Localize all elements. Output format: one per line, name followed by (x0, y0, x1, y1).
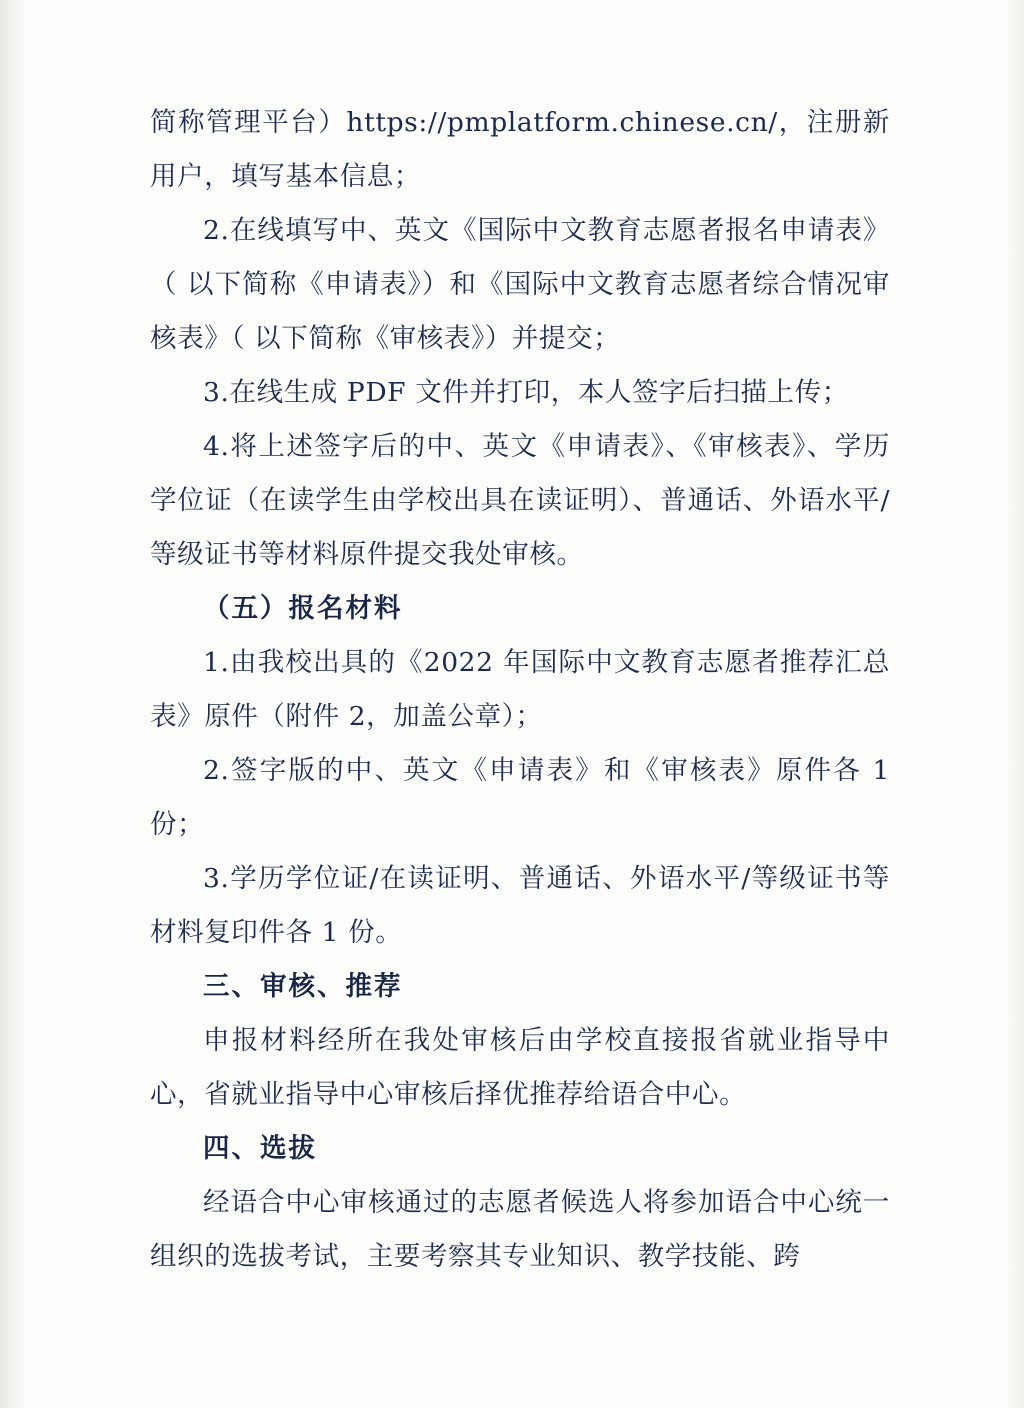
document-body (150, 96, 890, 1284)
paragraph-step-2: 2.在线填写中、英文《国际中文教育志愿者报名申请表》（ 以下简称《申请表》）和《国际中文教育志愿者综合情况审核表》（ 以下简称《审核表》）并提交； (150, 215, 890, 354)
paragraph-step-3: 3.在线生成 PDF 文件并打印，本人签字后扫描上传； (203, 377, 849, 408)
paragraph-step-4: 4.将上述签字后的中、英文《申请表》、《审核表》、学历学位证（在读学生由学校出具在读证明）、普通话、外语水平/等级证书等材料原件提交我处审核。 (150, 431, 890, 570)
heading-section-four: 四、选拔 (203, 1133, 317, 1164)
paragraph-material-2: 2.签字版的中、英文《申请表》和《审核表》原件各 1 份； (150, 755, 890, 840)
heading-section-three: 三、审核、推荐 (203, 971, 403, 1002)
paragraph-url-line: 简称管理平台）https://pmplatform.chinese.cn/，注册新用户，填写基本信息； (150, 107, 890, 192)
paragraph-material-1: 1.由我校出具的《2022 年国际中文教育志愿者推荐汇总表》原件（附件 2，加盖公章）； (150, 647, 890, 732)
paragraph-material-3: 3.学历学位证/在读证明、普通话、外语水平/等级证书等材料复印件各 1 份。 (150, 863, 890, 948)
paragraph-section-four-body: 经语合中心审核通过的志愿者候选人将参加语合中心统一组织的选拔考试，主要考察其专业知识、教学技能、跨 (150, 1187, 890, 1272)
paragraph-section-three-body: 申报材料经所在我处审核后由学校直接报省就业指导中心，省就业指导中心审核后择优推荐给语合中心。 (150, 1025, 890, 1110)
heading-section-five: （五）报名材料 (203, 593, 403, 624)
